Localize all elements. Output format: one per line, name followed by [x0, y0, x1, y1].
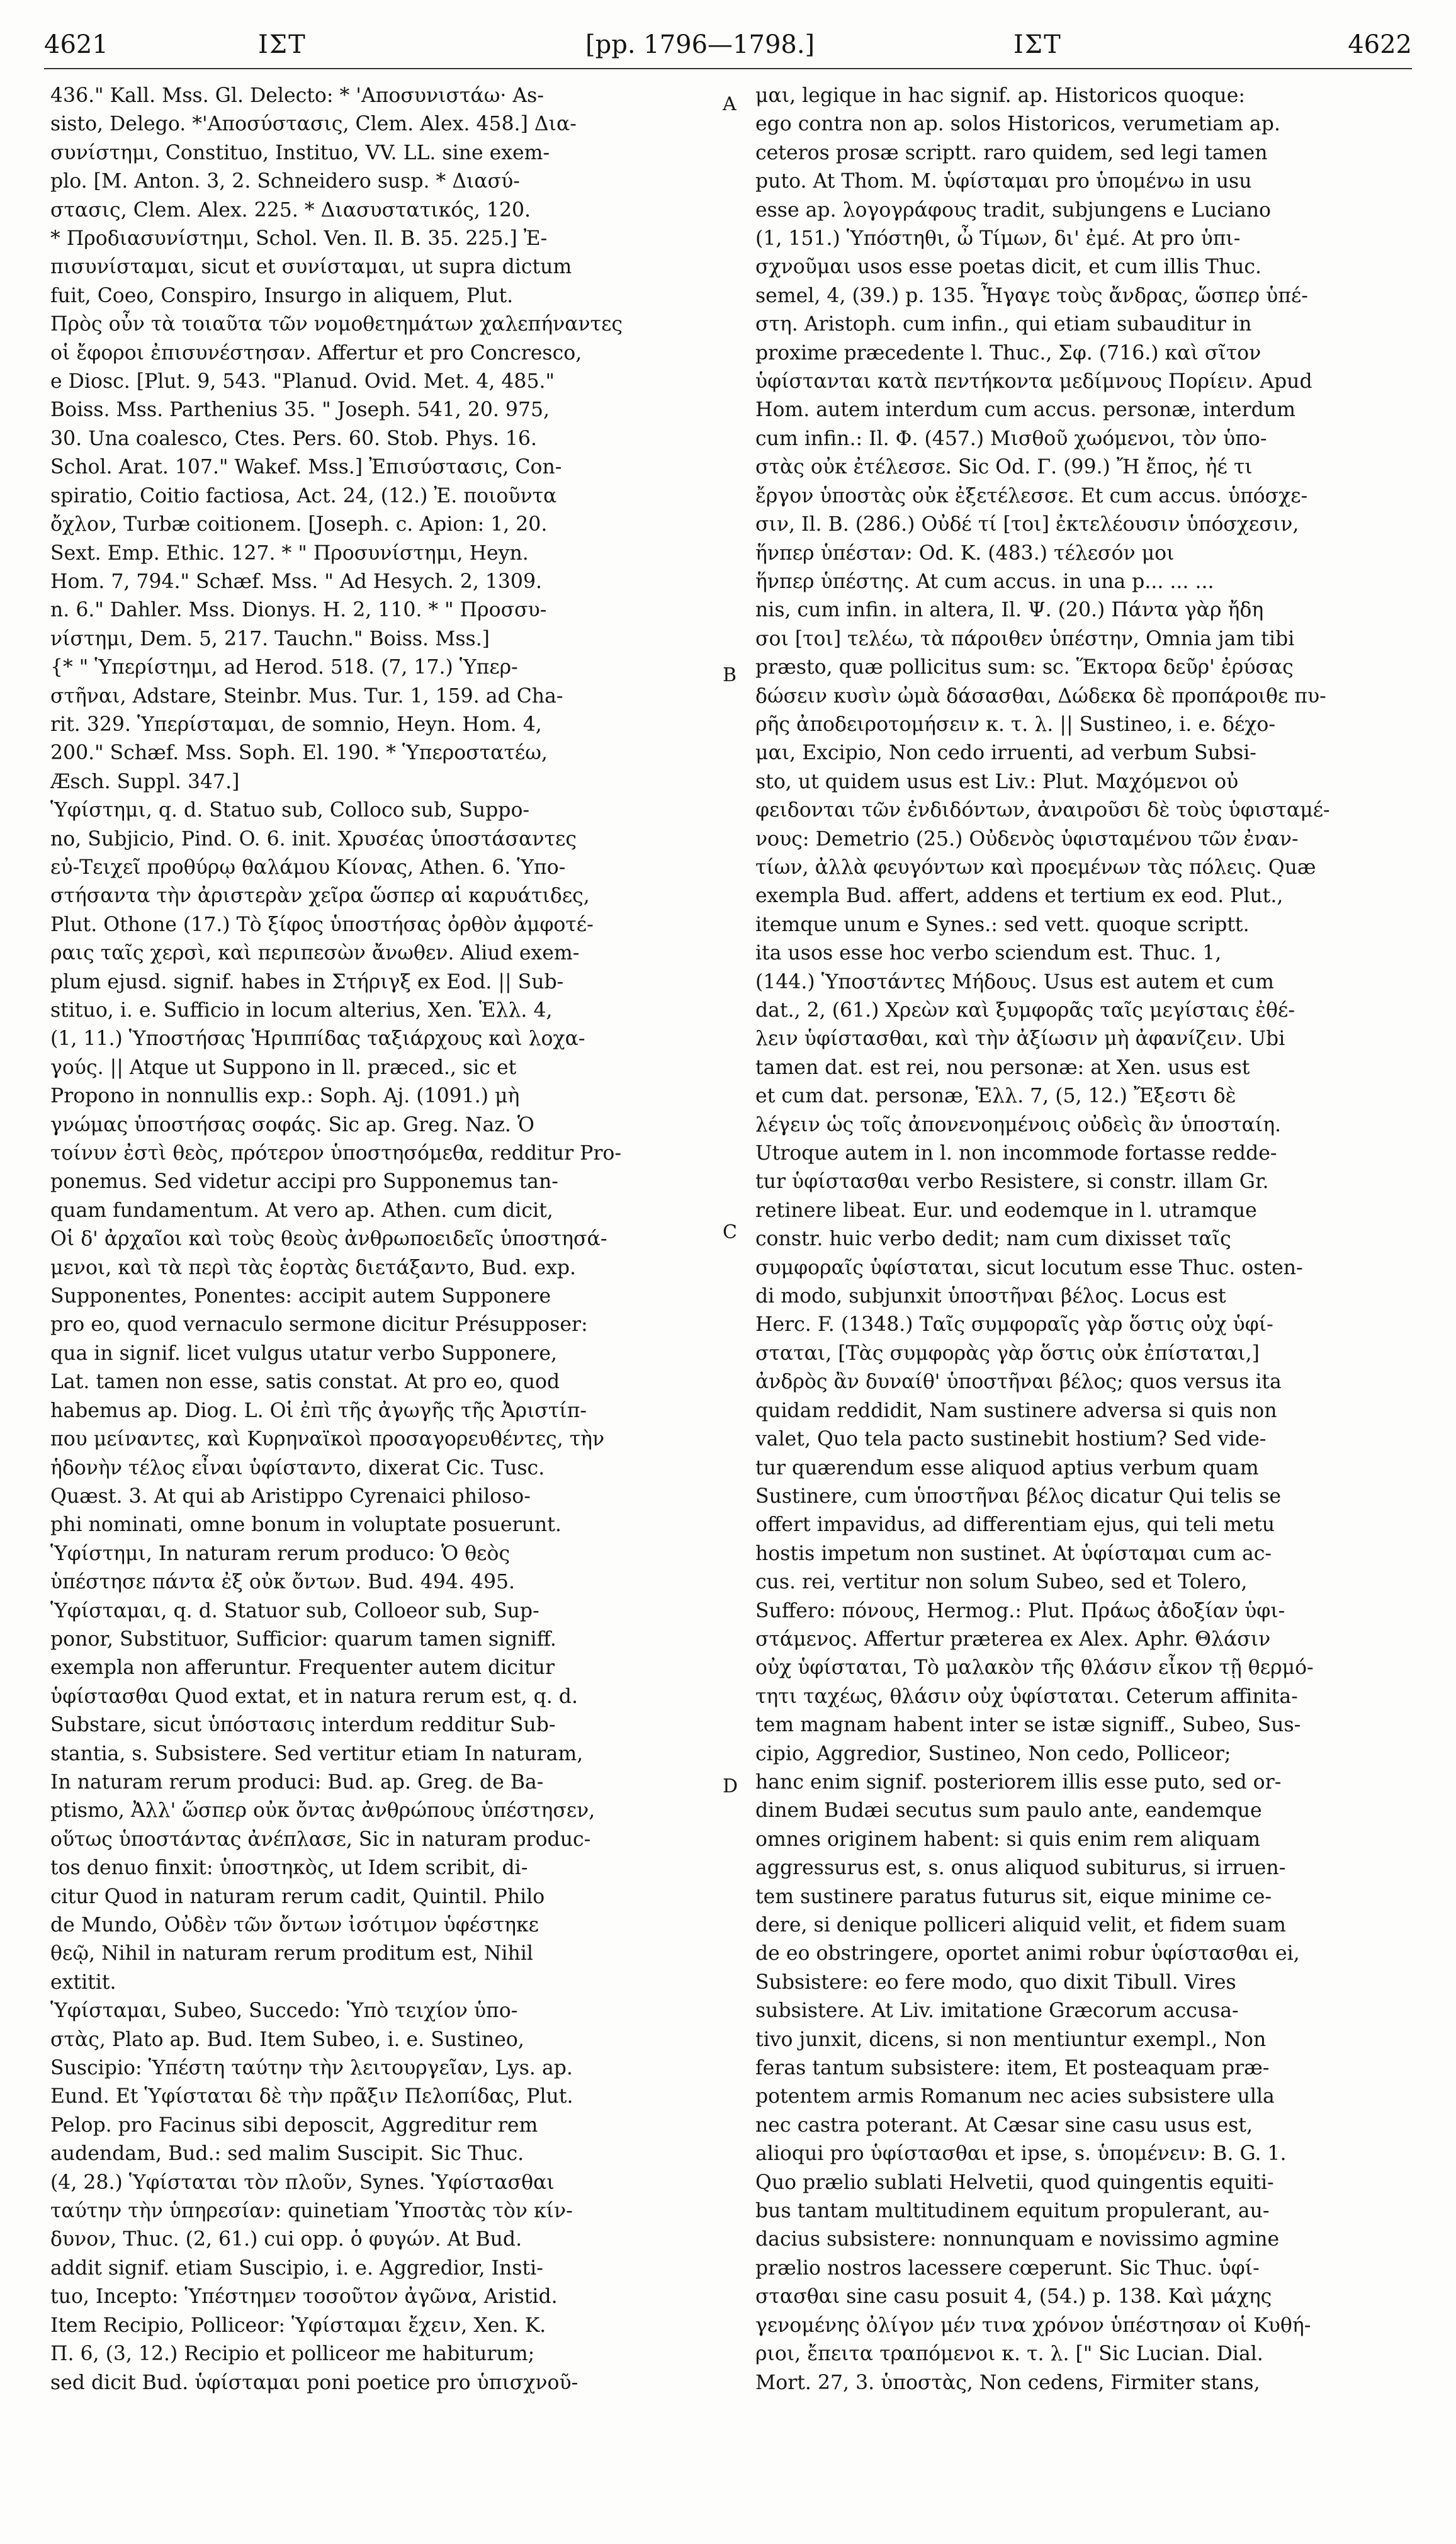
text-line: extitit.	[50, 1970, 116, 1994]
text-line: stantia, s. Subsistere. Sed vertitur etiam In naturam,	[50, 1742, 584, 1765]
text-line: valet, Quo tela pacto sustinebit hostium? Sed vide-	[755, 1428, 1267, 1451]
text-line: ὑφίστασθαι Quod extat, et in natura rerum est, q. d.	[50, 1685, 578, 1708]
text-line: (1, 11.) Ὑποστήσας Ἡριππίδας ταξιάρχους καὶ λοχα-	[50, 1027, 585, 1051]
text-line: στὰς, Plato ap. Bud. Item Subeo, i. e. Sustineo,	[50, 2028, 524, 2051]
text-line: phi nominati, omne bonum in voluptate posuerunt.	[50, 1513, 562, 1537]
running-header	[44, 26, 1412, 71]
text-line: στάμενος. Affertur præterea ex Alex. Aphr. Θλάσιν	[755, 1627, 1271, 1651]
text-line: tem magnam habent inter se istæ signiff., Subeo, Sus-	[755, 1714, 1301, 1737]
text-line: ceteros prosæ scriptt. raro quidem, sed legi tamen	[755, 141, 1268, 164]
text-line: συνίστημι, Constituo, Instituo, VV. LL. sine exem-	[50, 141, 550, 164]
text-line: Sext. Emp. Ethic. 127. * " Προσυνίστημι, Heyn.	[50, 541, 529, 565]
text-line: addit signif. etiam Suscipio, i. e. Aggredior, Insti-	[50, 2256, 543, 2280]
right-page-number: 4622	[1348, 30, 1412, 59]
text-line: 436." Kall. Mss. Gl. Delecto: * 'Αποσυνιστάω· As-	[50, 84, 544, 107]
text-line: στασις, Clem. Alex. 225. * Διασυστατικός, 120.	[50, 198, 531, 222]
text-line: Mort. 27, 3. ὑποστὰς, Non cedens, Firmiter stans,	[755, 2371, 1260, 2394]
text-line: Ὑφίστημι, q. d. Statuo sub, Colloco sub, Suppo-	[50, 799, 530, 822]
text-line: γούς. || Atque ut Suppono in ll. præced., sic et	[50, 1056, 517, 1079]
text-line: Æsch. Suppl. 347.]	[50, 770, 240, 793]
text-line: ὄχλον, Turbæ coitionem. [Joseph. c. Apion: 1, 20.	[50, 513, 548, 536]
text-line: Propono in nonnullis exp.: Soph. Aj. (1091.) μὴ	[50, 1085, 520, 1108]
text-line: pro eo, quod vernaculo sermone dicitur Présupposer:	[50, 1313, 588, 1337]
text-line: ραις ταῖς χερσὶ, καὶ περιπεσὼν ἄνωθεν. Aliud exem-	[50, 942, 580, 965]
text-line: οἱ ἔφοροι ἐπισυνέστησαν. Affertur et pro Concresco,	[50, 341, 582, 365]
text-line: quidam reddidit, Nam sustinere adversa si quis non	[755, 1399, 1277, 1422]
text-line: Sustinere, cum ὑποστῆναι βέλος dicatur Qui telis se	[755, 1484, 1282, 1508]
text-line: feras tantum subsistere: item, Et posteaquam præ-	[755, 2057, 1270, 2080]
text-line: τητι ταχέως, θλάσιν οὐχ ὑφίσταται. Ceterum affinita-	[755, 1685, 1298, 1708]
text-line: tuo, Incepto: Ὑπέστημεν τοσοῦτον ἀγῶνα, Aristid.	[50, 2285, 558, 2309]
text-line: ego contra non ap. solos Historicos, verumetiam ap.	[755, 113, 1280, 136]
text-line: cus. rei, vertitur non solum Subeo, sed et Tolero,	[755, 1571, 1248, 1594]
text-line: hostis impetum non sustinet. At ὑφίσταμαι cum ac-	[755, 1542, 1272, 1565]
text-line: στασθαι sine casu posuit 4, (54.) p. 138. Καὶ μάχης	[755, 2285, 1272, 2309]
text-line: μαι, Excipio, Non cedo irruenti, ad verbum Subsi-	[755, 742, 1256, 765]
text-line: πισυνίσταμαι, sicut et συνίσταμαι, ut supra dictum	[50, 256, 572, 279]
text-line: citur Quod in naturam rerum cadit, Quintil. Philo	[50, 1885, 545, 1908]
text-line: στήσαντα τὴν ἀριστερὰν χεῖρα ὥσπερ αἱ καρυάτιδες,	[50, 885, 590, 908]
text-line: φειδονται τῶν ἐνδιδόντων, ἀναιροῦσι δὲ τοὺς ὑφισταμέ-	[755, 799, 1330, 822]
text-line: οὕτως ὑποστάντας ἀνέπλασε, Sic in naturam produc-	[50, 1828, 591, 1851]
text-line: no, Subjicio, Pind. O. 6. init. Χρυσέας ὑποστάσαντες	[50, 827, 577, 851]
text-line: Ὑφίστημι, In naturam rerum produco: Ὁ θεὸς	[50, 1542, 511, 1565]
text-line: λέγειν ὡς τοῖς ἀπονενοημένοις οὐδεὶς ἂν ὑποσταίη.	[755, 1113, 1282, 1136]
text-line: (144.) Ὑποστάντες Μήδους. Usus est autem et cum	[755, 970, 1274, 993]
right-headword-title: ΙΣΤ	[1013, 30, 1062, 59]
text-line: constr. huic verbo dedit; nam cum dixisset ταῖς	[755, 1228, 1231, 1251]
text-line: σχνοῦμαι usos esse poetas dicit, et cum illis Thuc.	[755, 256, 1262, 279]
text-line: 200." Schæf. Mss. Soph. El. 190. * Ὑπεροστατέω,	[50, 742, 548, 765]
text-line: retinere libeat. Eur. und eodemque in l. utramque	[755, 1199, 1257, 1222]
text-line: Quo prælio sublati Helvetii, quod quingentis equiti-	[755, 2171, 1274, 2194]
text-line: Item Recipio, Polliceor: Ὑφίσταμαι ἔχειν, Xen. K.	[50, 2314, 546, 2337]
text-line: bus tantam multitudinem equitum propulerant, au-	[755, 2200, 1270, 2223]
text-line: puto. At Thom. M. ὑφίσταμαι pro ὑπομένω in usu	[755, 170, 1252, 193]
text-line: Lat. tamen non esse, satis constat. At pro eo, quod	[50, 1371, 560, 1394]
text-line: cipio, Aggredior, Sustineo, Non cedo, Polliceor;	[755, 1742, 1231, 1765]
text-line: cum infin.: Il. Φ. (457.) Μισθοῦ χωόμενοι, τὸν ὑπο-	[755, 427, 1267, 450]
text-line: dinem Budæi secutus sum paulo ante, eandemque	[755, 1799, 1262, 1823]
text-line: qua in signif. licet vulgus utatur verbo Supponere,	[50, 1342, 558, 1365]
text-line: λειν ὑφίστασθαι, καὶ τὴν ἀξίωσιν μὴ ἀφανίζειν. Ubi	[755, 1027, 1285, 1051]
text-line: σοι [τοι] τελέω, τὰ πάροιθεν ὑπέστην, Omnia jam tibi	[755, 627, 1295, 650]
text-line: σιν, Il. B. (286.) Οὐδέ τί [τοι] ἐκτελέουσιν ὑπόσχεσιν,	[755, 513, 1299, 536]
text-line: tos denuo finxit: ὑποστηκὸς, ut Idem scribit, di-	[50, 1857, 528, 1880]
text-line: offert impavidus, ad differentiam ejus, qui teli metu	[755, 1513, 1275, 1537]
text-line: tur ὑφίστασθαι verbo Resistere, si constr. illam Gr.	[755, 1170, 1269, 1194]
text-line: Eund. Et Ὑφίσταται δὲ τὴν πρᾶξιν Πελοπίδας, Plut.	[50, 2085, 573, 2108]
text-line: et cum dat. personæ, Ἑλλ. 7, (5, 12.) Ἔξεστι δὲ	[755, 1085, 1236, 1108]
text-line: Πρὸς οὖν τὰ τοιαῦτα τῶν νομοθετημάτων χαλεπήναντες	[50, 313, 623, 336]
text-line: rit. 329. Ὑπερίσταμαι, de somnio, Heyn. Hom. 4,	[50, 713, 542, 736]
text-line: hanc enim signif. posteriorem illis esse puto, sed or-	[755, 1770, 1282, 1794]
text-line: δώσειν κυσὶν ὠμὰ δάσασθαι, Δώδεκα δὲ προπάροιθε πυ-	[755, 684, 1326, 708]
text-line: σταται, [Τὰς συμφορὰς γὰρ ὅστις οὐκ ἐπίσταται,]	[755, 1342, 1260, 1365]
text-line: ἥνπερ ὑπέστης. At cum accus. in una p... ... ...	[755, 570, 1214, 593]
left-headword-title: ΙΣΤ	[258, 30, 307, 59]
text-line: potentem armis Romanum nec acies subsistere ulla	[755, 2085, 1275, 2108]
text-line: dacius subsistere: nonnunquam e novissimo agmine	[755, 2228, 1280, 2251]
text-line: aggressurus est, s. onus aliquod subiturus, si irruen-	[755, 1857, 1286, 1880]
text-line: τίων, ἀλλὰ φευγόντων καὶ προεμένων τὰς πόλεις. Quæ	[755, 856, 1316, 879]
text-line: Boiss. Mss. Parthenius 35. " Joseph. 541, 20. 975,	[50, 399, 550, 422]
text-line: * Προδιασυνίστημι, Schol. Ven. Il. B. 35. 225.] Ἐ-	[50, 227, 548, 251]
text-line: εὐ-Τειχεῖ προθύρῳ θαλάμου Κίονας, Athen. 6. Ὑπο-	[50, 856, 566, 879]
text-line: ὑπέστησε πάντα ἐξ οὐκ ὄντων. Bud. 494. 495.	[50, 1571, 516, 1594]
text-line: spiratio, Coitio factiosa, Act. 24, (12.) Ἐ. ποιοῦντα	[50, 484, 557, 507]
text-line: In naturam rerum produci: Bud. ap. Greg. de Ba-	[50, 1770, 544, 1794]
text-line: Οἱ δ' ἀρχαῖοι καὶ τοὺς θεοὺς ἀνθρωποειδεῖς ὑποστησά-	[50, 1228, 607, 1251]
text-line: dat., 2, (61.) Χρεὼν καὶ ξυμφορᾶς ταῖς μεγίσταις ἐθέ-	[755, 999, 1295, 1022]
page-range: [pp. 1796—1798.]	[585, 30, 815, 59]
text-line: Suffero: πόνους, Hermog.: Plut. Πράως ἀδοξίαν ὑφι-	[755, 1599, 1285, 1622]
text-line: ἔργον ὑποστὰς οὐκ ἐξετέλεσσε. Et cum accus. ὑπόσχε-	[755, 484, 1308, 507]
text-line: n. 6." Dahler. Mss. Dionys. H. 2, 110. * " Προσσυ-	[50, 599, 547, 622]
text-line: Schol. Arat. 107." Wakef. Mss.] Ἐπισύστασις, Con-	[50, 456, 562, 479]
text-line: Hom. 7, 794." Schæf. Mss. " Ad Hesych. 2, 1309.	[50, 570, 543, 593]
text-line: e Diosc. [Plut. 9, 543. "Planud. Ovid. Met. 4, 485."	[50, 370, 555, 393]
text-line: Herc. F. (1348.) Ταῖς συμφοραῖς γὰρ ὅστις οὐχ ὑφί-	[755, 1313, 1273, 1337]
text-line: nec castra poterant. At Cæsar sine casu usus est,	[755, 2113, 1253, 2137]
text-line: semel, 4, (39.) p. 135. Ἦγαγε τοὺς ἄνδρας, ὥσπερ ὑπέ-	[755, 284, 1308, 307]
text-line: ita usos esse hoc verbo sciendum est. Thuc. 1,	[755, 942, 1222, 965]
text-line: 30. Una coalesco, Ctes. Pers. 60. Stob. Phys. 16.	[50, 427, 537, 450]
text-line: Subsistere: eo fere modo, quo dixit Tibull. Vires	[755, 1970, 1236, 1994]
text-line: proxime præcedente l. Thuc., Σφ. (716.) καὶ σῖτον	[755, 341, 1261, 365]
text-line: γνώμας ὑποστήσας σοφάς. Sic ap. Greg. Naz. Ὁ	[50, 1113, 534, 1136]
text-line: στὰς οὐκ ἐτέλεσσε. Sic Od. Γ. (99.) Ἤ ἔπος, ἠέ τι	[755, 456, 1253, 479]
text-line: {* " Ὑπερίστημι, ad Herod. 518. (7, 17.) Ὑπερ-	[50, 656, 518, 679]
section-marker-c: C	[723, 1221, 737, 1243]
text-line: γενομένης ὀλίγον μέν τινα χρόνον ὑπέστησαν οἱ Κυθή-	[755, 2314, 1311, 2337]
text-line: θεῷ, Nihil in naturam rerum proditum est, Nihil	[50, 1942, 533, 1965]
text-line: ὑφίστανται κατὰ πεντήκοντα μεδίμνους Πορίειν. Apud	[755, 370, 1312, 393]
text-line: Supponentes, Ponentes: accipit autem Supponere	[50, 1285, 551, 1308]
text-line: tamen dat. est rei, nou personæ: at Xen. usus est	[755, 1056, 1250, 1079]
text-line: Quæst. 3. At qui ab Aristippo Cyrenaici philoso-	[50, 1484, 531, 1508]
text-line: ponemus. Sed videtur accipi pro Supponemus tan-	[50, 1170, 558, 1194]
text-line: de eo obstringere, oportet animi robur ὑφίστασθαι ei,	[755, 1942, 1300, 1965]
text-line: exempla Bud. affert, addens et tertium ex eod. Plut.,	[755, 885, 1284, 908]
text-line: Hom. autem interdum cum accus. personæ, interdum	[755, 399, 1295, 422]
text-line: (4, 28.) Ὑφίσταται τὸν πλοῦν, Synes. Ὑφίστασθαι	[50, 2171, 555, 2194]
text-line: νίστημι, Dem. 5, 217. Tauchn." Boiss. Mss.]	[50, 627, 490, 650]
text-line: di modo, subjunxit ὑποστῆναι βέλος. Locus est	[755, 1285, 1226, 1308]
section-marker-a: A	[723, 93, 736, 115]
text-line: fuit, Coeo, Conspiro, Insurgo in aliquem, Plut.	[50, 284, 514, 307]
text-line: sed dicit Bud. ὑφίσταμαι poni poetice pro ὑπισχνοῦ-	[50, 2371, 578, 2394]
text-line: tem sustinere paratus futurus sit, eique minime ce-	[755, 1885, 1272, 1908]
text-line: Pelop. pro Facinus sibi deposcit, Aggreditur rem	[50, 2113, 538, 2137]
text-line: præsto, quæ pollicitus sum: sc. Ἕκτορα δεῦρ' ἐρύσας	[755, 656, 1294, 679]
text-line: plum ejusd. signif. habes in Στήριγξ ex Eod. || Sub-	[50, 970, 564, 993]
text-line: de Mundo, Οὐδὲν τῶν ὄντων ἰσότιμον ὑφέστηκε	[50, 1914, 539, 1936]
text-line: tivo junxit, dicens, si non mentiuntur exempl., Non	[755, 2028, 1267, 2051]
text-line: Ὑφίσταμαι, Subeo, Succedo: Ὑπὸ τειχίον ὑπο-	[50, 1999, 518, 2023]
text-line: δυνον, Thuc. (2, 61.) cui opp. ὁ φυγών. At Bud.	[50, 2228, 522, 2251]
text-line: μενοι, καὶ τὰ περὶ τὰς ἑορτὰς διετάξαντο, Bud. exp.	[50, 1256, 577, 1279]
text-line: exempla non afferuntur. Frequenter autem dicitur	[50, 1656, 555, 1680]
right-text-column	[755, 82, 1416, 2524]
text-line: Π. 6, (3, 12.) Recipio et polliceor me habiturum;	[50, 2343, 535, 2366]
text-line: stituo, i. e. Sufficio in locum alterius, Xen. Ἑλλ. 4,	[50, 999, 553, 1022]
text-line: alioqui pro ὑφίστασθαι et ipse, s. ὑπομένειν: B. G. 1.	[755, 2142, 1287, 2166]
text-line: (1, 151.) Ὑπόστηθι, ὦ Τίμων, δι' ἐμέ. At pro ὑπι-	[755, 227, 1241, 251]
text-line: quam fundamentum. At vero ap. Athen. cum dicit,	[50, 1199, 553, 1222]
text-line: nis, cum infin. in altera, Il. Ψ. (20.) Πάντα γὰρ ἤδη	[755, 599, 1264, 622]
text-line: Substare, sicut ὑπόστασις interdum redditur Sub-	[50, 1714, 556, 1737]
text-line: sto, ut quidem usus est Liv.: Plut. Μαχόμενοι οὐ	[755, 770, 1239, 793]
text-line: audendam, Bud.: sed malim Suscipit. Sic Thuc.	[50, 2142, 524, 2166]
text-line: συμφοραῖς ὑφίσταται, sicut locutum esse Thuc. osten-	[755, 1256, 1303, 1279]
text-line: οὐχ ὑφίσταται, Τὸ μαλακὸν τῆς θλάσιν εἶκον τῇ θερμό-	[755, 1656, 1314, 1680]
text-line: prælio nostros lacessere cœperunt. Sic Thuc. ὑφί-	[755, 2256, 1260, 2280]
text-line: ταύτην τὴν ὑπηρεσίαν: quinetiam Ὑποστὰς τὸν κίν-	[50, 2200, 573, 2223]
text-line: itemque unum e Synes.: sed vett. quoque scriptt.	[755, 913, 1250, 936]
text-line: νους: Demetrio (25.) Οὐδενὸς ὑφισταμένου τῶν ἐναν-	[755, 827, 1299, 851]
text-line: στη. Aristoph. cum infin., qui etiam subauditur in	[755, 313, 1252, 336]
text-line: habemus ap. Diog. L. Οἱ ἐπὶ τῆς ἀγωγῆς τῆς Ἀριστίπ-	[50, 1399, 587, 1422]
text-line: στῆναι, Adstare, Steinbr. Mus. Tur. 1, 159. ad Cha-	[50, 684, 563, 708]
text-line: Ὑφίσταμαι, q. d. Statuor sub, Colloeor sub, Sup-	[50, 1599, 539, 1622]
text-line: ἥνπερ ὑπέσταν: Od. K. (483.) τέλεσόν μοι	[755, 541, 1175, 565]
text-line: ἀνδρὸς ἂν δυναίθ' ὑποστῆναι βέλος; quos versus ita	[755, 1371, 1282, 1394]
text-line: ptismo, Ἀλλ' ὥσπερ οὐκ ὄντας ἀνθρώπους ὑπέστησεν,	[50, 1799, 595, 1823]
text-line: που μείναντες, καὶ Κυρηναϊκοὶ προσαγορευθέντες, τὴν	[50, 1428, 605, 1451]
text-line: ponor, Substituor, Sufficior: quarum tamen signiff.	[50, 1627, 556, 1651]
text-line: τοίνυν ἐστὶ θεὸς, πρότερον ὑποστησόμεθα, redditur Pro-	[50, 1142, 622, 1165]
text-line: ἡδονὴν τέλος εἶναι ὑφίσταντο, dixerat Cic. Tusc.	[50, 1456, 545, 1479]
text-line: μαι, legique in hac signif. ap. Historicos quoque:	[755, 84, 1245, 107]
text-line: sisto, Delego. *'Αποσύστασις, Clem. Alex. 458.] Δια-	[50, 113, 577, 136]
text-line: omnes originem habent: si quis enim rem aliquam	[755, 1828, 1260, 1851]
section-marker-d: D	[723, 1775, 738, 1797]
left-text-column	[50, 82, 711, 2524]
text-line: subsistere. At Liv. imitatione Græcorum accusa-	[755, 1999, 1239, 2023]
text-line: tur quærendum esse aliquod aptius verbum quam	[755, 1456, 1259, 1479]
text-line: Suscipio: Ὑπέστη ταύτην τὴν λειτουργεῖαν, Lys. ap.	[50, 2057, 573, 2080]
section-marker-b: B	[723, 664, 737, 686]
text-line: ρῆς ἀποδειροτομήσειν κ. τ. λ. || Sustineo, i. e. δέχο-	[755, 713, 1275, 736]
header-rule	[44, 68, 1412, 69]
left-page-number: 4621	[44, 30, 108, 59]
text-line: ριοι, ἔπειτα τραπόμενοι κ. τ. λ. [" Sic Lucian. Dial.	[755, 2343, 1263, 2366]
text-line: plo. [M. Anton. 3, 2. Schneidero susp. * Διασύ-	[50, 170, 520, 193]
text-line: Plut. Othone (17.) Τὸ ξίφος ὑποστήσας ὀρθὸν ἀμφοτέ-	[50, 913, 594, 936]
text-line: esse ap. λογογράφους tradit, subjungens e Luciano	[755, 198, 1272, 222]
text-line: Utroque autem in l. non incommode fortasse redde-	[755, 1142, 1277, 1165]
text-line: dere, si denique polliceri aliquid velit, et fidem suam	[755, 1914, 1286, 1936]
